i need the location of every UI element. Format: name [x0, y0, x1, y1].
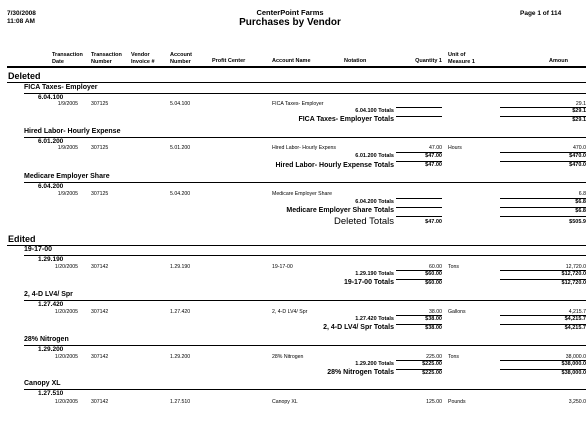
- report-time: 11:08 AM: [7, 18, 35, 25]
- row-date: 1/9/2005: [57, 145, 78, 151]
- vendor-total-qty: $47.00: [425, 162, 442, 168]
- divider: [500, 216, 586, 217]
- row-account-number: 5.04.100: [170, 101, 191, 107]
- row-quantity: 60.00: [429, 264, 442, 270]
- row-date: 1/20/2005: [54, 309, 78, 315]
- divider: [396, 198, 442, 199]
- row-uom: Hours: [448, 145, 462, 151]
- account-number: 1.29.190: [38, 256, 64, 263]
- account-number: 6.01.200: [38, 138, 64, 145]
- col-vendor-invoice: Vendor Invoice #: [131, 52, 155, 65]
- vendor-total-label: 19-17-00 Totals: [343, 279, 394, 286]
- account-total-label: 6.04.100 Totals: [355, 108, 394, 114]
- vendor-name: Canopy XL: [24, 380, 61, 387]
- account-number: 6.04.100: [38, 94, 64, 101]
- row-account-name: FICA Taxes- Employer: [272, 101, 324, 107]
- vendor-total-amount: $29.1: [572, 117, 586, 123]
- group-total-amount: $505.9: [569, 219, 586, 225]
- row-account-number: 5.01.200: [170, 145, 191, 151]
- row-uom: Pounds: [448, 399, 466, 405]
- account-total-amount: $4,215.7: [564, 316, 586, 322]
- divider: [7, 82, 586, 83]
- row-amount: 38,000.0: [565, 354, 586, 360]
- row-quantity: 38.00: [429, 309, 442, 315]
- vendor-total-label: FICA Taxes- Employer Totals: [298, 116, 394, 123]
- divider: [24, 389, 586, 390]
- row-date: 1/9/2005: [57, 101, 78, 107]
- divider: [396, 116, 442, 117]
- account-total-qty: $47.00: [425, 153, 442, 159]
- row-number: 307125: [91, 145, 109, 151]
- account-total-label: 1.29.200 Totals: [355, 361, 394, 367]
- col-profit-center: Profit Center: [212, 58, 246, 64]
- divider: [24, 137, 586, 138]
- row-amount: 6.8: [578, 191, 586, 197]
- account-total-qty: $38.00: [425, 316, 442, 322]
- account-number: 6.04.200: [38, 183, 64, 190]
- row-amount: 3,250.0: [568, 399, 586, 405]
- col-unit-of-measure: Unit of Measure 1: [448, 52, 475, 65]
- row-number: 307142: [91, 264, 109, 270]
- account-total-amount: $29.1: [572, 108, 586, 114]
- report-datetime: [7, 10, 36, 26]
- account-number: 1.27.510: [38, 390, 64, 397]
- account-total-amount: $470.0: [569, 153, 586, 159]
- vendor-name: 19-17-00: [24, 246, 53, 253]
- account-total-label: 6.01.200 Totals: [355, 153, 394, 159]
- col-account-name: Account Name: [272, 58, 311, 64]
- divider: [396, 107, 442, 108]
- divider: [24, 255, 586, 256]
- vendor-name: 28% Nitrogen: [24, 336, 69, 343]
- account-number: 1.27.420: [38, 301, 64, 308]
- divider: [24, 345, 586, 346]
- row-uom: Gallons: [448, 309, 466, 315]
- group-total-qty: $47.00: [425, 219, 442, 225]
- account-total-qty: $225.00: [422, 361, 442, 367]
- vendor-total-qty: $38.00: [425, 325, 442, 331]
- vendor-total-label: 28% Nitrogen Totals: [327, 369, 394, 376]
- report-heading: [170, 8, 410, 29]
- vendor-name: FICA Taxes- Employer: [24, 84, 98, 91]
- divider: [396, 216, 442, 217]
- group-total-label: Deleted Totals: [333, 216, 394, 227]
- divider: [7, 245, 586, 246]
- row-quantity: 47.00: [429, 145, 442, 151]
- account-total-label: 6.04.200 Totals: [355, 199, 394, 205]
- report-title: Purchases by Vendor: [239, 17, 341, 28]
- header-rule: [7, 66, 586, 68]
- company-name: CenterPoint Farms: [256, 8, 324, 17]
- vendor-total-amount: $12,720.0: [561, 280, 586, 286]
- col-quantity: Quantity 1: [415, 58, 442, 64]
- row-amount: 29.1: [575, 101, 586, 107]
- account-total-amount: $12,720.0: [561, 271, 586, 277]
- row-number: 307142: [91, 309, 109, 315]
- divider: [396, 207, 442, 208]
- divider: [24, 300, 586, 301]
- vendor-total-amount: $4,215.7: [564, 325, 586, 331]
- row-account-name: 2, 4-D LV4/ Spr: [272, 309, 308, 315]
- account-number: 1.29.200: [38, 346, 64, 353]
- vendor-total-label: 2, 4-D LV4/ Spr Totals: [323, 324, 394, 331]
- col-transaction-date: Transaction Date: [52, 52, 83, 65]
- vendor-name: 2, 4-D LV4/ Spr: [24, 291, 73, 298]
- page-number: Page 1 of 114: [520, 10, 562, 17]
- row-account-number: 1.27.420: [170, 309, 191, 315]
- row-quantity: 225.00: [426, 354, 442, 360]
- row-date: 1/20/2005: [54, 264, 78, 270]
- row-account-number: 1.29.190: [170, 264, 191, 270]
- row-date: 1/20/2005: [54, 354, 78, 360]
- row-account-name: Hired Labor- Hourly Expens: [272, 145, 337, 151]
- row-date: 1/20/2005: [54, 399, 78, 405]
- row-amount: 470.0: [573, 145, 586, 151]
- row-uom: Tons: [448, 264, 459, 270]
- vendor-total-qty: $225.00: [422, 370, 442, 376]
- vendor-total-amount: $6.8: [575, 208, 586, 214]
- report-date: 7/30/2008: [7, 10, 36, 17]
- vendor-total-label: Hired Labor- Hourly Expense Totals: [275, 162, 394, 169]
- col-account-number: Account Number: [170, 52, 192, 65]
- row-amount: 4,215.7: [568, 309, 586, 315]
- row-account-name: Canopy XL: [272, 399, 298, 405]
- col-notation: Notation: [344, 58, 367, 64]
- divider: [24, 93, 586, 94]
- account-total-amount: $38,000.0: [561, 361, 586, 367]
- row-account-number: 1.27.510: [170, 399, 191, 405]
- row-amount: 12,720.0: [565, 264, 586, 270]
- vendor-name: Hired Labor- Hourly Expense: [24, 128, 121, 135]
- divider: [24, 182, 586, 183]
- row-number: 307142: [91, 354, 109, 360]
- row-account-name: Medicare Employer Share: [272, 191, 332, 197]
- account-total-qty: $60.00: [425, 271, 442, 277]
- row-number: 307142: [91, 399, 109, 405]
- row-account-name: 28% Nitrogen: [272, 354, 304, 360]
- row-number: 307125: [91, 191, 109, 197]
- row-account-number: 1.29.200: [170, 354, 191, 360]
- account-total-amount: $6.8: [575, 199, 586, 205]
- account-total-label: 1.29.190 Totals: [355, 271, 394, 277]
- col-amount: Amoun: [549, 58, 568, 64]
- row-quantity: 125.00: [426, 399, 442, 405]
- vendor-total-amount: $470.0: [569, 162, 586, 168]
- group-label-deleted: Deleted: [8, 71, 41, 81]
- vendor-total-amount: $38,000.0: [561, 370, 586, 376]
- col-transaction-number: Transaction Number: [91, 52, 122, 65]
- row-account-name: 19-17-00: [272, 264, 293, 270]
- account-total-label: 1.27.420 Totals: [355, 316, 394, 322]
- vendor-name: Medicare Employer Share: [24, 173, 110, 180]
- vendor-total-label: Medicare Employer Share Totals: [286, 207, 394, 214]
- group-label-edited: Edited: [8, 234, 36, 244]
- row-date: 1/9/2005: [57, 191, 78, 197]
- row-uom: Tons: [448, 354, 459, 360]
- vendor-total-qty: $60.00: [425, 280, 442, 286]
- row-number: 307125: [91, 101, 109, 107]
- row-account-number: 5.04.200: [170, 191, 191, 197]
